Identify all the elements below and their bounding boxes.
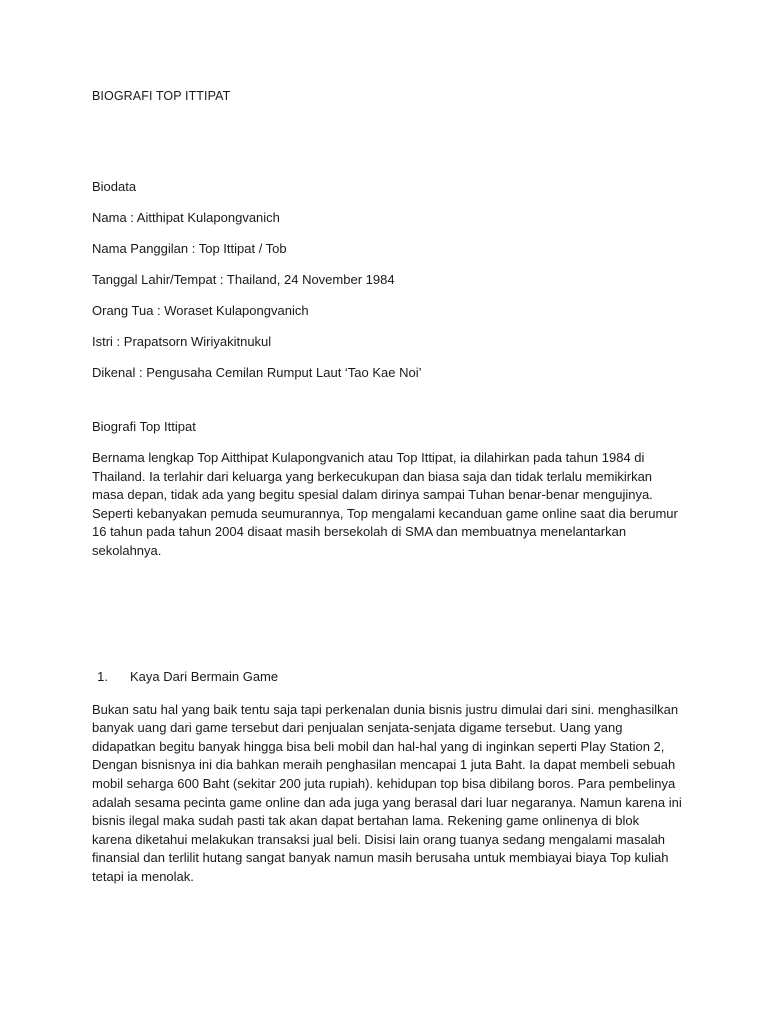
- biografi-heading: Biografi Top Ittipat: [92, 419, 196, 434]
- section-1-number: 1.: [97, 668, 108, 684]
- biodata-item-istri: Istri : Prapatsorn Wiriyakitnukul: [92, 334, 272, 349]
- section-1-heading: [76, 669, 682, 685]
- biodata-item-lahir: Tanggal Lahir/Tempat : Thailand, 24 November 1984: [92, 272, 395, 287]
- biodata-item-panggilan: Nama Panggilan : Top Ittipat / Tob: [92, 241, 287, 256]
- biodata-list: [92, 210, 682, 381]
- document-body: [92, 88, 682, 887]
- section-1-title: Kaya Dari Bermain Game: [130, 668, 279, 684]
- biodata-item-orangtua: Orang Tua : Woraset Kulapongvanich: [92, 303, 309, 318]
- biodata-item-dikenal: Dikenal : Pengusaha Cemilan Rumput Laut ‘Tao Kae Noi’: [92, 365, 422, 380]
- section-1-paragraph: Bukan satu hal yang baik tentu saja tapi perkenalan dunia bisnis justru dimulai dari sini. menghasilkan banyak uang dari game tersebut dari penjualan senjata-senjata digame tersebut. Uang yang didapatkan begitu banyak hingga bisa beli mobil dan hal-hal yang di inginkan seperti Play Station 2, Dengan bisnisnya ini dia bahkan meraih penghasilan mencapai 1 juta Baht. Ia dapat membeli sebuah mobil seharga 600 Baht (sekitar 200 juta rupiah). kehidupan top bisa dibilang boros. Para pembelinya adalah sesama pecinta game online dan ada juga yang berasal dari luar negaranya. Namun karena ini bisnis ilegal maka sudah pasti tak akan dapat bertahan lama. Rekening game onlinenya di blok karena diketahui melakukan transaksi jual beli. Disisi lain orang tuanya sedang mengalami masalah finansial dan terlilit hutang sangat banyak namun masih berusaha untuk membiayai biaya Top kuliah tetapi ia menolak.: [92, 701, 682, 884]
- biodata-item-nama: Nama : Aitthipat Kulapongvanich: [92, 210, 280, 225]
- document-title: BIOGRAFI TOP ITTIPAT: [92, 89, 231, 103]
- biografi-paragraph: Bernama lengkap Top Aitthipat Kulapongvanich atau Top Ittipat, ia dilahirkan pada tahun 1984 di Thailand. Ia terlahir dari keluarga yang berkecukupan dan biasa saja dan tidak terlalu memikirkan masa depan, tidak ada yang begitu spesial dalam dirinya sampai Tuhan benar-benar mengujinya. Seperti kebanyakan pemuda seumurannya, Top mengalami kecanduan game online saat dia berumur 16 tahun pada tahun 2004 disaat masih bersekolah di SMA dan membuatnya menelantarkan sekolahnya.: [92, 450, 678, 558]
- biodata-heading: Biodata: [92, 179, 137, 194]
